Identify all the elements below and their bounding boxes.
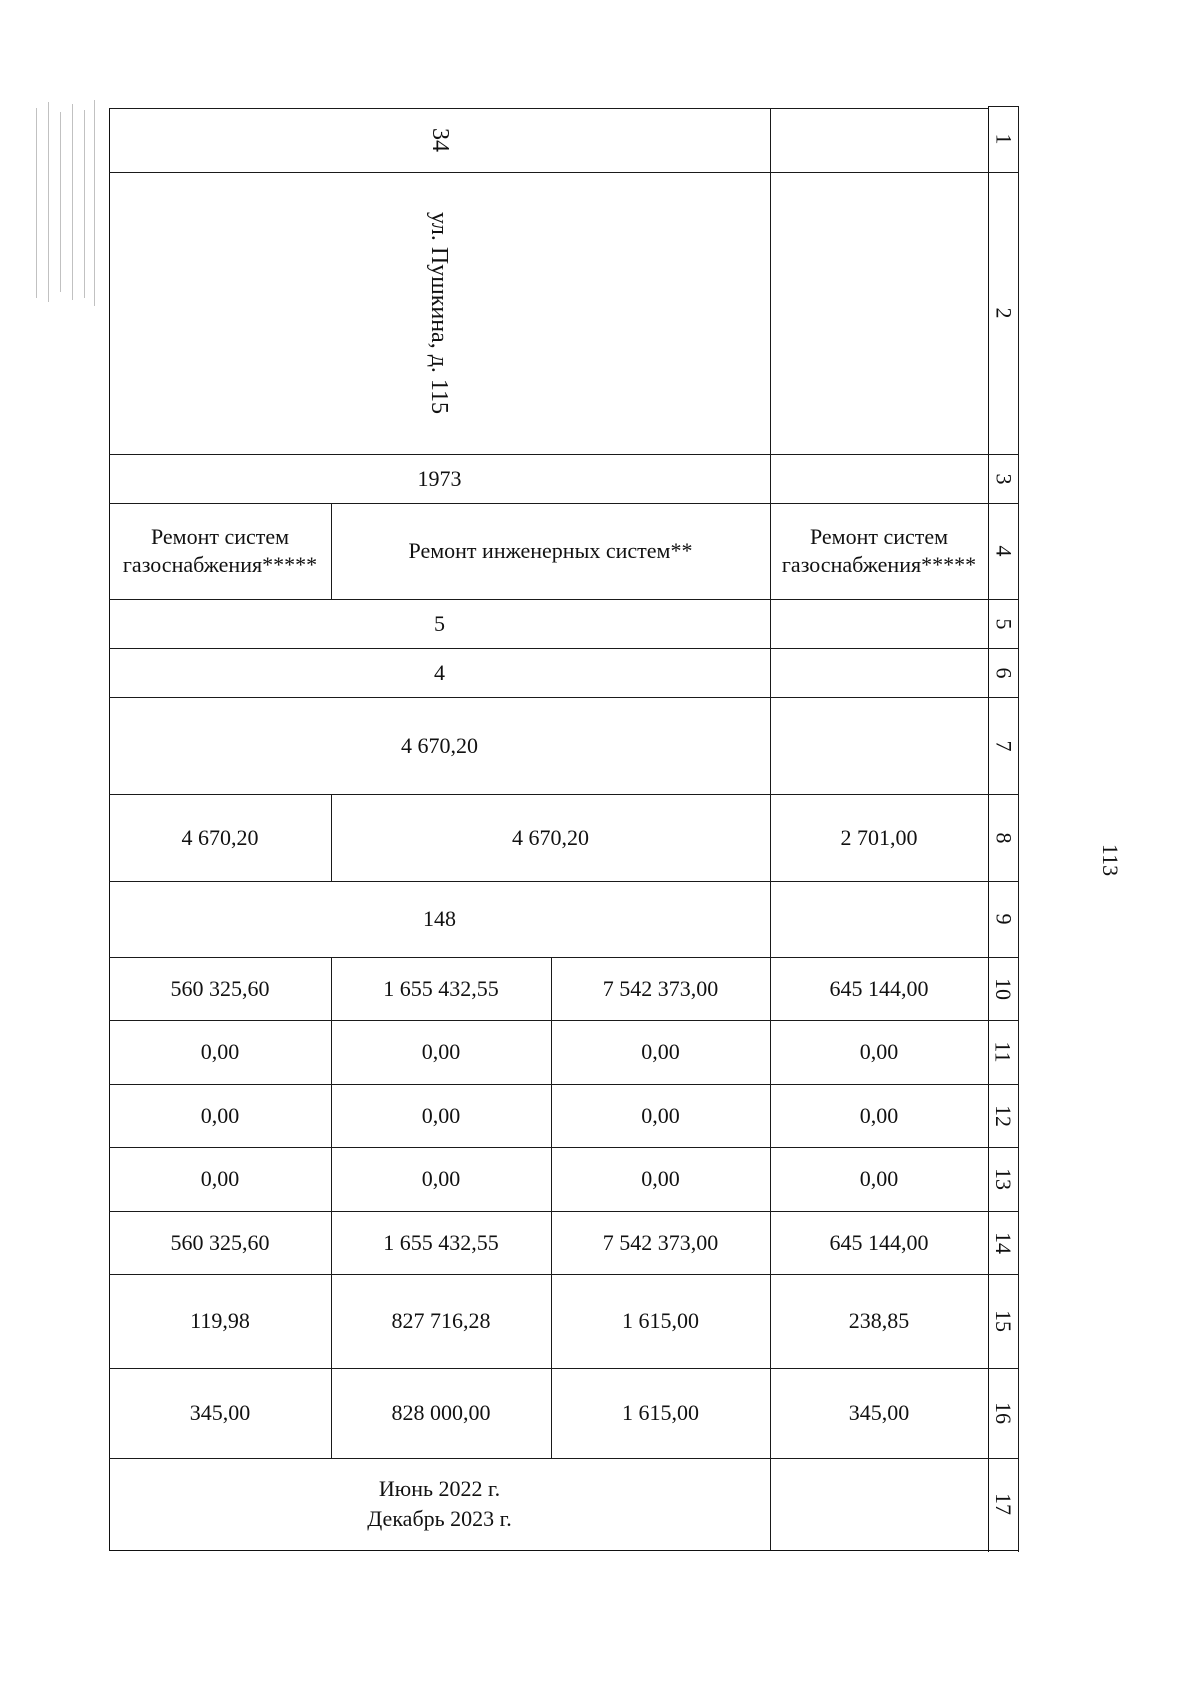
row-10-col3: 7 542 373,00	[602, 975, 719, 1001]
row-15-right: 238,85	[848, 1308, 910, 1333]
row-16-col1: 345,00	[189, 1400, 251, 1425]
row-6-main: 4	[434, 659, 445, 685]
row-number-12: 12	[991, 1104, 1016, 1127]
row-10-right: 645 144,00	[829, 975, 929, 1001]
row-11-col1: 0,00	[200, 1039, 240, 1064]
row-3-year: 1973	[417, 465, 462, 491]
stamp-remnant	[28, 98, 100, 310]
row-number-7: 7	[991, 740, 1016, 751]
row-17-dates: Июнь 2022 г. Декабрь 2023 г.	[367, 1476, 512, 1531]
row-16-col2: 828 000,00	[391, 1400, 491, 1425]
row-4-right-work-type: Ремонт систем газоснабжения*****	[781, 524, 977, 577]
row-13-right: 0,00	[859, 1166, 899, 1191]
page-number: 113	[1098, 843, 1123, 877]
row-8-col1: 4 670,20	[181, 824, 259, 850]
row-14-col1: 560 325,60	[170, 1229, 270, 1255]
row-number-1: 1	[991, 133, 1016, 145]
row-1-cell-main: 34	[426, 128, 453, 152]
row-10-col2: 1 655 432,55	[383, 975, 499, 1001]
row-number-3: 3	[991, 473, 1016, 484]
row-number-2: 2	[991, 307, 1016, 319]
row-15-col3: 1 615,00	[622, 1308, 699, 1333]
row-2-address: ул. Пушкина, д. 115	[426, 211, 453, 415]
row-14-col3: 7 542 373,00	[602, 1229, 719, 1255]
row-12-col1: 0,00	[200, 1102, 240, 1128]
row-14-right: 645 144,00	[829, 1229, 929, 1255]
row-number-10: 10	[991, 977, 1016, 1000]
row-8-right: 2 701,00	[840, 824, 918, 850]
row-13-col3: 0,00	[641, 1166, 680, 1191]
row-4-col1-work-type: Ремонт систем газоснабжения*****	[122, 524, 318, 577]
row-4-col23-work-type: Ремонт инженерных систем**	[408, 538, 693, 563]
row-number-4: 4	[991, 545, 1016, 557]
row-number-6: 6	[991, 667, 1016, 678]
row-11-right: 0,00	[859, 1039, 899, 1064]
row-number-17: 17	[991, 1493, 1016, 1515]
row-number-8: 8	[991, 832, 1016, 843]
row-13-col1: 0,00	[200, 1166, 240, 1191]
row-number-15: 15	[991, 1310, 1016, 1332]
row-12-col2: 0,00	[421, 1102, 461, 1128]
row-number-14: 14	[991, 1231, 1016, 1254]
row-10-col1: 560 325,60	[170, 975, 270, 1001]
row-number-11: 11	[991, 1041, 1016, 1063]
row-14-col2: 1 655 432,55	[383, 1229, 499, 1255]
row-16-right: 345,00	[848, 1400, 910, 1425]
row-number-13: 13	[991, 1168, 1016, 1190]
row-5-main: 5	[434, 610, 445, 636]
row-8-col23: 4 670,20	[512, 824, 589, 850]
row-11-col2: 0,00	[421, 1039, 461, 1064]
row-16-col3: 1 615,00	[622, 1400, 699, 1425]
row-number-5: 5	[991, 618, 1016, 629]
row-15-col1: 119,98	[190, 1308, 250, 1333]
row-11-col3: 0,00	[641, 1039, 680, 1064]
row-9-main: 148	[423, 906, 456, 931]
row-number-16: 16	[991, 1402, 1016, 1424]
row-12-right: 0,00	[859, 1102, 899, 1128]
row-13-col2: 0,00	[421, 1166, 461, 1191]
row-number-9: 9	[991, 913, 1016, 925]
row-15-col2: 827 716,28	[391, 1308, 491, 1333]
row-7-main: 4 670,20	[401, 732, 478, 758]
row-12-col3: 0,00	[641, 1102, 680, 1128]
